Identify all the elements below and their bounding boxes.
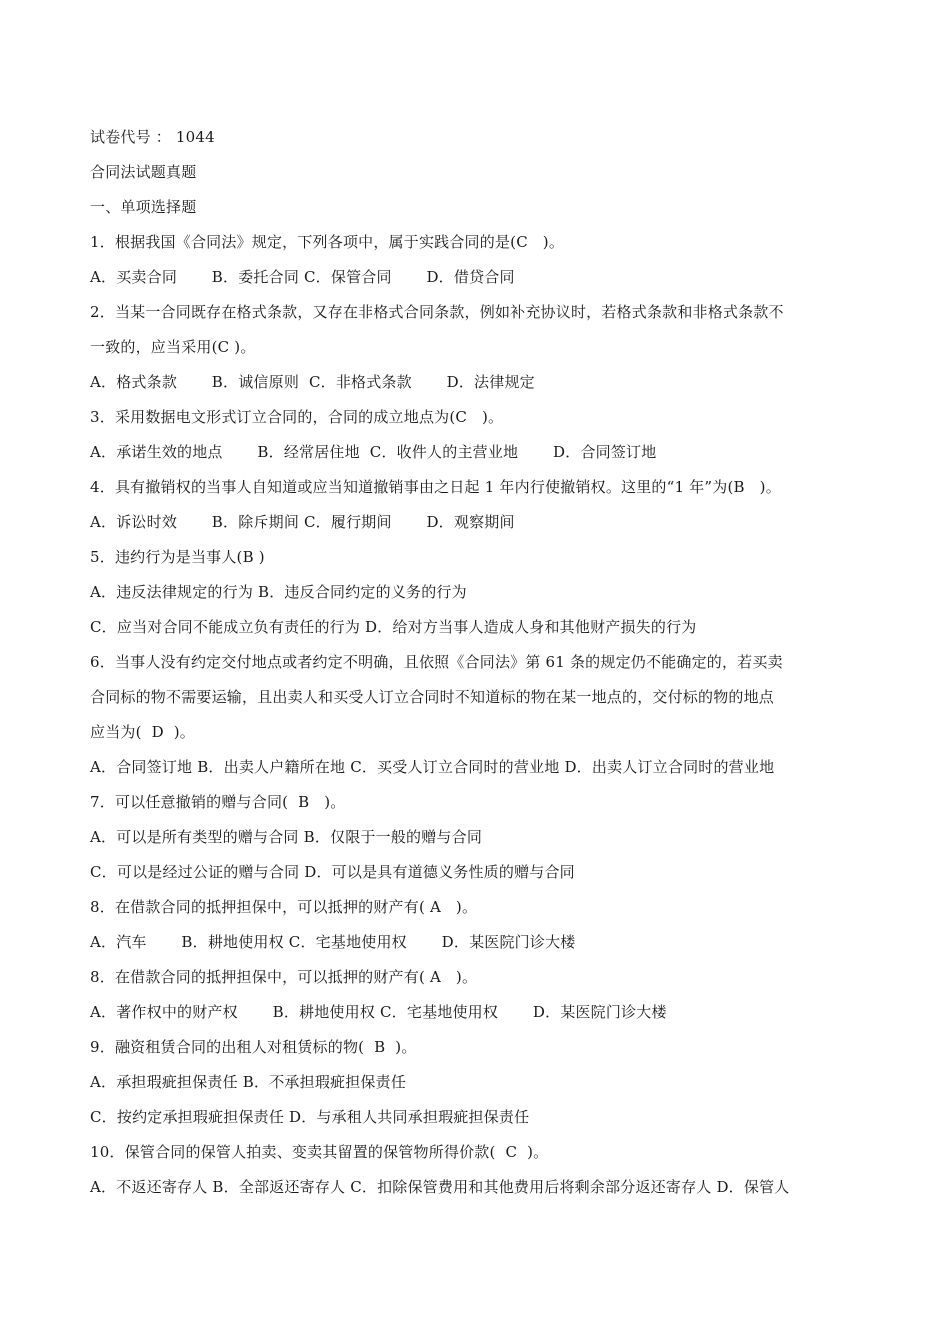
question-6-line-2: 合同标的物不需要运输，且出卖人和买受人订立合同时不知道标的物在某一地点的，交付标的物的地点 [90,688,775,706]
question-9: 9．融资租赁合同的出租人对租赁标的物( B )。 [90,1038,417,1056]
question-10: 10．保管合同的保管人拍卖、变卖其留置的保管物所得价款( C )。 [90,1143,549,1161]
question-2-options: A．格式条款 B．诚信原则 C．非格式条款 D．法律规定 [90,373,535,391]
question-7: 7．可以任意撤销的赠与合同( B )。 [90,793,346,811]
question-1: 1．根据我国《合同法》规定，下列各项中，属于实践合同的是(C )。 [90,233,565,251]
question-1-options: A．买卖合同 B．委托合同 C．保管合同 D．借贷合同 [90,268,515,286]
question-4: 4．具有撤销权的当事人自知道或应当知道撤销事由之日起 1 年内行使撤销权。这里的“1 年”为(B )。 [90,478,781,496]
question-7-options-cd: C．可以是经过公证的赠与合同 D．可以是具有道德义务性质的赠与合同 [90,863,575,881]
question-10-options: A．不返还寄存人 B．全部返还寄存人 C．扣除保管费用和其他费用后将剩余部分返还寄存人 D．保管人 [90,1178,790,1196]
question-5-options-cd: C．应当对合同不能成立负有责任的行为 D．给对方当事人造成人身和其他财产损失的行为 [90,618,697,636]
question-8b-options: A．著作权中的财产权 B．耕地使用权 C．宅基地使用权 D．某医院门诊大楼 [90,1003,667,1021]
question-3: 3．采用数据电文形式订立合同的，合同的成立地点为(C )。 [90,408,504,426]
question-9-options-ab: A．承担瑕疵担保责任 B．不承担瑕疵担保责任 [90,1073,407,1091]
document-body [90,127,862,1212]
question-2-line-1: 2．当某一合同既存在格式条款，又存在非格式合同条款，例如补充协议时，若格式条款和非格式条款不 [90,303,784,321]
question-5: 5．违约行为是当事人(B ) [90,548,265,566]
exam-title: 合同法试题真题 [90,163,197,181]
question-5-options-ab: A．违反法律规定的行为 B．违反合同约定的义务的行为 [90,583,467,601]
question-6-line-3: 应当为( D )。 [90,723,196,741]
section-heading: 一、单项选择题 [90,198,197,216]
question-3-options: A．承诺生效的地点 B．经常居住地 C．收件人的主营业地 D．合同签订地 [90,443,657,461]
question-6-options: A．合同签订地 B．出卖人户籍所在地 C．买受人订立合同时的营业地 D．出卖人订立合同时的营业地 [90,758,775,776]
exam-code: 试卷代号 ： 1044 [90,128,215,146]
question-8a: 8．在借款合同的抵押担保中，可以抵押的财产有( A )。 [90,898,478,916]
question-7-options-ab: A．可以是所有类型的赠与合同 B．仅限于一般的赠与合同 [90,828,483,846]
question-8b: 8．在借款合同的抵押担保中，可以抵押的财产有( A )。 [90,968,478,986]
question-2-line-2: 一致的，应当采用(C )。 [90,338,256,356]
question-8a-options: A．汽车 B．耕地使用权 C．宅基地使用权 D．某医院门诊大楼 [90,933,576,951]
question-4-options: A．诉讼时效 B．除斥期间 C．履行期间 D．观察期间 [90,513,515,531]
question-6-line-1: 6．当事人没有约定交付地点或者约定不明确，且依照《合同法》第 61 条的规定仍不能确定的，若买卖 [90,653,783,671]
question-9-options-cd: C．按约定承担瑕疵担保责任 D．与承租人共同承担瑕疵担保责任 [90,1108,530,1126]
